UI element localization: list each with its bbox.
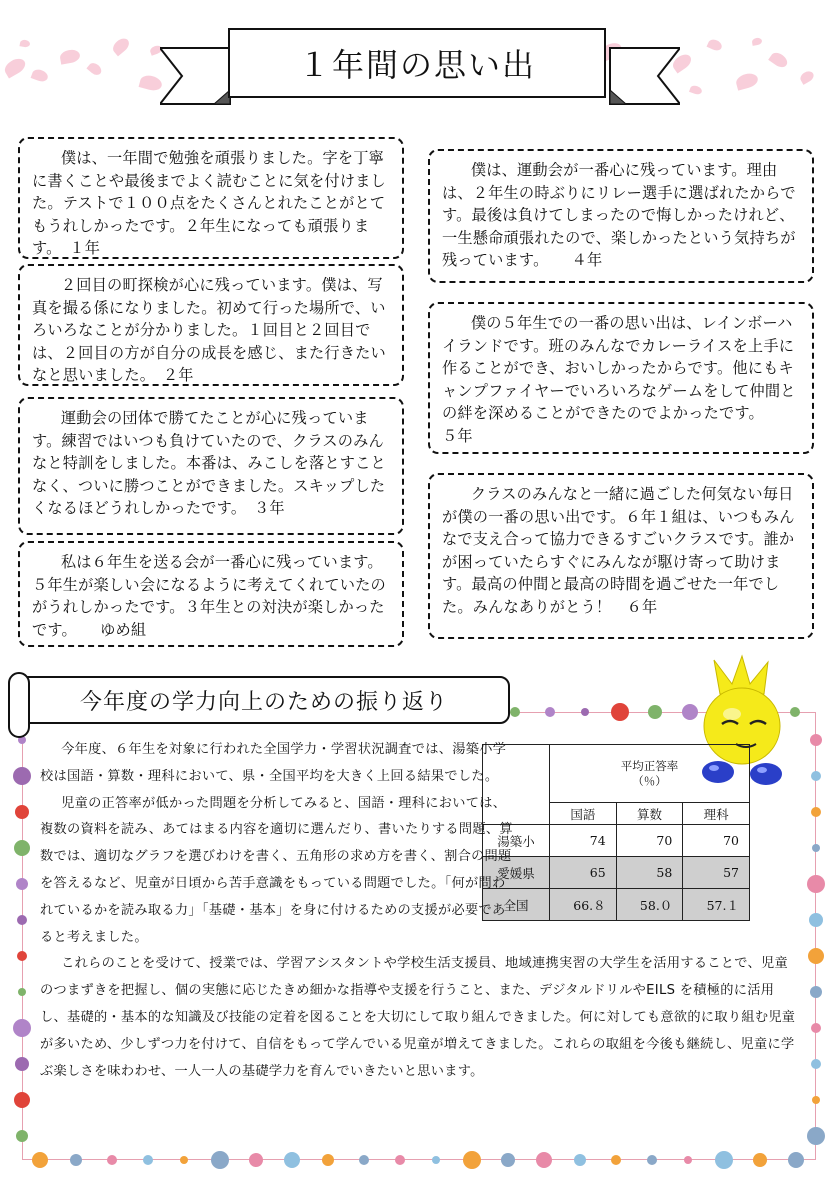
memo-text: 私は６年生を送る会が一番心に残っています。５年生が楽しい会になるように考えてくれていたのがうれしかったです。３年生との対決が楽しかったです。 ゆめ組: [32, 553, 386, 639]
dot-icon: [808, 948, 824, 964]
dot-icon: [501, 1153, 515, 1167]
petal-icon: [707, 38, 724, 53]
dot-icon: [788, 1152, 804, 1168]
dot-icon: [463, 1151, 481, 1169]
col-header-sansu: 算数: [616, 803, 683, 825]
col-header-kokugo: 国語: [550, 803, 617, 825]
petal-icon: [2, 55, 28, 78]
dot-icon: [715, 1151, 733, 1169]
table-cell: 57: [683, 857, 750, 889]
petal-icon: [689, 84, 703, 96]
dot-icon: [180, 1156, 188, 1164]
dot-icon: [284, 1152, 300, 1168]
dot-icon: [574, 1154, 586, 1166]
table-header-label: 平均正答率: [620, 758, 679, 773]
dot-icon: [611, 703, 629, 721]
row-label: 湯築小: [483, 825, 550, 857]
dot-icon: [811, 1059, 821, 1069]
dot-icon: [536, 1152, 552, 1168]
dot-icon: [810, 734, 822, 746]
memo-text: 運動会の団体で勝てたことが心に残っています。練習ではいつも負けていたので、クラスのみんなと特訓をしました。本番は、みこしを落とすことなく、ついに勝つことができました。スキップしたくなるほどうれしかったです。 ３年: [32, 409, 386, 518]
dot-icon: [359, 1155, 369, 1165]
dot-icon: [249, 1153, 263, 1167]
dot-icon: [810, 986, 822, 998]
dot-icon: [510, 707, 520, 717]
memo-grade-1: [18, 137, 404, 259]
dot-icon: [15, 1057, 29, 1071]
reflection-paragraph: これらのことを受けて、授業では、学習アシスタントや学校生活支援員、地域連携実習の大学生を活用することで、児童のつまずきを把握し、個の実態に応じたきめ細かな指導や支援を行うこと、また、デジタルドリルやEILS を積極的に活用し、基礎的・基本的な知識及び技能の定着を図ることを大切にして取り組んできました。何に対しても意欲的に取り組む児童が多いため、少しずつ力を付けて、自信をもって学んでいる児童が増えてきました。これらの取組を今後も継続し、児童に学ぶ楽しさを味わわせ、一人一人の基礎学力を育んでいきたいと思います。: [40, 956, 796, 1079]
dot-icon: [32, 1152, 48, 1168]
memo-grade-4: [428, 149, 814, 283]
dot-icon: [13, 767, 31, 785]
dot-icon: [812, 1096, 820, 1104]
dot-icon: [647, 1155, 657, 1165]
dot-icon: [17, 915, 27, 925]
dot-icon: [684, 1156, 692, 1164]
reflection-paragraph: 今年度、６年生を対象に行われた全国学力・学習状況調査では、湯築小学校は国語・算数・理科において、県・全国平均を大きく上回る結果でした。: [40, 742, 507, 784]
dot-icon: [809, 913, 823, 927]
memo-grade-3: [18, 397, 404, 535]
dot-icon: [70, 1154, 82, 1166]
dot-icon: [15, 805, 29, 819]
petal-icon: [19, 39, 30, 48]
dot-icon: [143, 1155, 153, 1165]
petal-icon: [798, 69, 815, 85]
dot-icon: [545, 707, 555, 717]
petal-icon: [768, 50, 790, 70]
dot-icon: [13, 1019, 31, 1037]
dot-icon: [107, 1155, 117, 1165]
dot-icon: [648, 705, 662, 719]
dot-icon: [811, 1023, 821, 1033]
table-cell: 57.１: [683, 889, 750, 921]
petal-icon: [751, 37, 762, 46]
table-cell: 58: [616, 857, 683, 889]
dot-icon: [811, 807, 821, 817]
table-cell: 74: [550, 825, 617, 857]
table-cell: 66.８: [550, 889, 617, 921]
dot-icon: [811, 771, 821, 781]
dot-icon: [753, 1153, 767, 1167]
dot-icon: [432, 1156, 440, 1164]
dot-icon: [14, 1092, 30, 1108]
dot-icon: [581, 708, 589, 716]
petal-icon: [86, 61, 103, 78]
reflection-body: [40, 737, 800, 1085]
dot-icon: [322, 1154, 334, 1166]
table-cell: 65: [550, 857, 617, 889]
scroll-curl-icon: [8, 672, 30, 738]
memo-grade-6: [428, 473, 814, 639]
memo-grade-2: [18, 264, 404, 386]
dot-icon: [16, 878, 28, 890]
memo-grade-5: [428, 302, 814, 454]
reflection-paragraph: 児童の正答率が低かった問題を分析してみると、国語・理科においては、複数の資料を読み、あてはまる内容を適切に選んだり、書いたりする問題、算数では、適切なグラフを選びわけを書く、五角形の求め方を書く、割合の問題を答えるなど、児童が日頃から苦手意識をもっている問題でした。「何が問われているかを読み取る力」「基礎・基本」を身に付けるための支援が必要であると考えました。: [40, 795, 513, 945]
memo-text: 僕は、一年間で勉強を頑張りました。字を丁寧に書くことや最後までよく読むことに気を付けました。テストで１００点をたくさんとれたことがとてもうれしかったです。２年生になっても頑張ります。 １年: [32, 149, 386, 258]
memo-text: 僕は、運動会が一番心に残っています。理由は、２年生の時ぶりにリレー選手に選ばれたからです。最後は負けてしまったので悔しかったけれど、一生懸命頑張れたので、楽しかったという気持ちが残っています。 ４年: [442, 161, 796, 270]
memo-yume: [18, 541, 404, 647]
petal-icon: [59, 48, 81, 64]
dot-icon: [16, 1130, 28, 1142]
dot-icon: [395, 1155, 405, 1165]
dot-icon: [812, 844, 820, 852]
dot-icon: [211, 1151, 229, 1169]
col-header-rika: 理科: [683, 803, 750, 825]
dot-icon: [807, 1127, 825, 1145]
dot-icon: [17, 951, 27, 961]
petal-icon: [110, 36, 132, 57]
row-label: 愛媛県: [483, 857, 550, 889]
petal-icon: [735, 71, 760, 90]
dot-icon: [18, 988, 26, 996]
dot-icon: [807, 875, 825, 893]
row-label: 全国: [483, 889, 550, 921]
table-cell: 70: [683, 825, 750, 857]
reflection-title: 今年度の学力向上のための振り返り: [18, 676, 510, 724]
dot-icon: [611, 1155, 621, 1165]
table-cell: 58.０: [616, 889, 683, 921]
table-header-unit: （％）: [632, 773, 667, 788]
petal-icon: [31, 68, 50, 84]
memo-text: ２回目の町探検が心に残っています。僕は、写真を撮る係になりました。初めて行った場所で、いろいろなことが分かりました。１回目と２回目では、２回目の方が自分の成長を感じ、また行きたいなと思いました。 ２年: [32, 276, 386, 385]
table-cell: 70: [616, 825, 683, 857]
memo-text: 僕の５年生での一番の思い出は、レインボーハイランドです。班のみんなでカレーライスを上手に作ることができ、おいしかったからです。他にもキャンプファイヤーでいろいろなゲームをして仲間との絆を深めることができたのでよかったです。 ５年: [442, 314, 796, 445]
page-title: １年間の思い出: [228, 28, 606, 98]
memo-text: クラスのみんなと一緒に過ごした何気ない毎日が僕の一番の思い出です。６年１組は、いつもみんなで支え合って協力できるすごいクラスです。誰かが困っていたらすぐにみんなが駆け寄って助けます。最高の仲間と最高の時間を過ごせた一年でした。みんなありがとう！ ６年: [442, 485, 795, 616]
dot-icon: [14, 840, 30, 856]
